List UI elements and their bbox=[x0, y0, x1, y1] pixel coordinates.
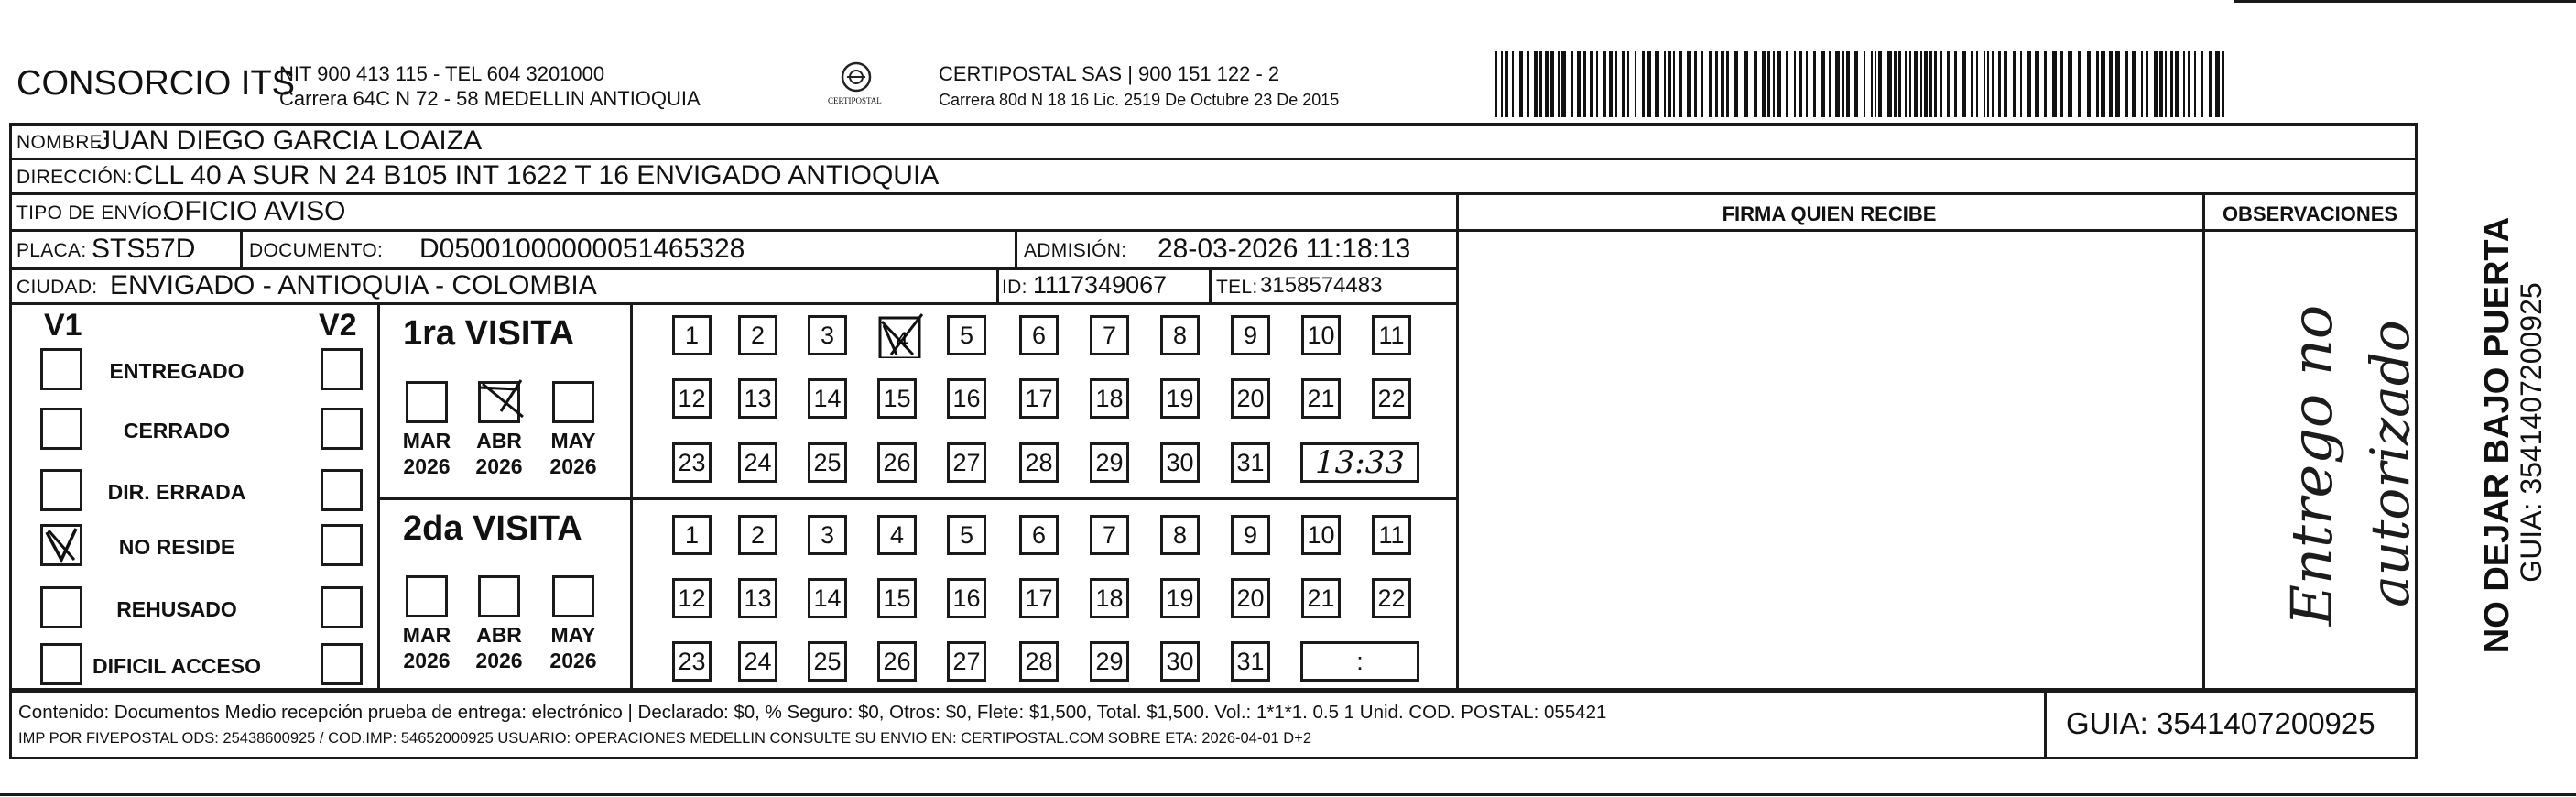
col-line bbox=[996, 267, 999, 302]
barcode-bar bbox=[1734, 51, 1738, 117]
barcode-bar bbox=[1786, 51, 1788, 117]
v1-checkbox[interactable] bbox=[40, 408, 82, 450]
row-line bbox=[9, 229, 2418, 232]
tipo-envio-label: TIPO DE ENVÍO: bbox=[16, 202, 168, 224]
tel-label: TEL: bbox=[1216, 277, 1258, 298]
first-visit-day-box[interactable]: 24 bbox=[738, 442, 777, 483]
barcode-bar bbox=[1627, 51, 1629, 117]
barcode-bar bbox=[1962, 51, 1966, 117]
second-visit-day-box[interactable]: 9 bbox=[1231, 515, 1270, 555]
barcode-bar bbox=[1864, 51, 1865, 117]
month-year: 2026 bbox=[475, 648, 523, 672]
barcode-bar bbox=[2125, 51, 2128, 117]
observations-handwriting bbox=[2202, 231, 2421, 689]
second-visit-day-box[interactable]: 29 bbox=[1090, 641, 1129, 682]
second-visit-day-box[interactable]: 8 bbox=[1160, 515, 1200, 555]
barcode-bar bbox=[2215, 51, 2220, 117]
barcode-bar bbox=[1721, 51, 1724, 117]
first-visit-day-box[interactable]: 26 bbox=[877, 442, 917, 483]
barcode-bar bbox=[1679, 51, 1682, 117]
v2-checkbox[interactable] bbox=[321, 348, 363, 390]
second-visit-day-box[interactable]: 25 bbox=[808, 641, 847, 682]
firma-label: FIRMA QUIEN RECIBE bbox=[1722, 202, 1937, 225]
second-visit-day-box[interactable]: 4 bbox=[877, 515, 917, 555]
first-visit-month-label bbox=[467, 429, 531, 479]
first-visit-day-box[interactable]: 9 bbox=[1231, 315, 1270, 355]
barcode-bar bbox=[2209, 51, 2212, 117]
barcode-bar bbox=[2194, 51, 2196, 117]
barcode-bar bbox=[1664, 51, 1666, 117]
barcode-bar bbox=[1929, 51, 1932, 117]
barcode-bar bbox=[2020, 51, 2022, 117]
first-visit-day-box[interactable]: 21 bbox=[1301, 378, 1341, 419]
second-visit-month-label bbox=[467, 623, 531, 673]
barcode-bar bbox=[2146, 51, 2148, 117]
second-visit-day-box[interactable]: 22 bbox=[1372, 578, 1411, 618]
status-option-label: DIFICIL ACCESO bbox=[92, 654, 261, 678]
barcode-bar bbox=[1615, 51, 1617, 117]
placa-value: STS57D bbox=[92, 234, 196, 264]
col-line bbox=[1209, 267, 1212, 302]
second-visit-day-box[interactable]: 30 bbox=[1160, 641, 1200, 682]
barcode-bar bbox=[2060, 51, 2063, 117]
barcode-bar bbox=[1603, 51, 1606, 117]
first-visit-day-box[interactable]: 12 bbox=[672, 378, 712, 419]
barcode-bar bbox=[1596, 51, 1598, 117]
barcode-bar bbox=[2087, 51, 2091, 117]
first-visit-day-box[interactable]: 22 bbox=[1372, 378, 1411, 419]
logo-text: CERTIPOSTAL bbox=[828, 96, 882, 105]
barcode-bar bbox=[1590, 51, 1593, 117]
first-visit-day-box[interactable]: 8 bbox=[1160, 315, 1200, 355]
first-visit-day-box[interactable]: 14 bbox=[808, 378, 847, 419]
observaciones-label: OBSERVACIONES bbox=[2222, 202, 2398, 225]
certipostal-line1: CERTIPOSTAL SAS | 900 151 122 - 2 bbox=[939, 62, 1280, 85]
barcode-bar bbox=[1871, 51, 1873, 117]
row-line bbox=[9, 757, 2418, 759]
first-visit-day-box[interactable]: 19 bbox=[1160, 378, 1200, 419]
barcode-bar bbox=[2013, 51, 2016, 117]
second-visit-day-box[interactable]: 23 bbox=[672, 641, 712, 682]
barcode-bar bbox=[1709, 51, 1712, 117]
tel-value: 3158574483 bbox=[1260, 273, 1383, 298]
month-year: 2026 bbox=[475, 453, 523, 478]
barcode-bar bbox=[1934, 51, 1937, 117]
barcode-bar bbox=[1687, 51, 1691, 117]
first-visit-month-checkbox[interactable] bbox=[478, 381, 520, 423]
barcode-bar bbox=[1920, 51, 1922, 117]
v2-checkbox[interactable] bbox=[321, 408, 363, 450]
second-visit-month-checkbox[interactable] bbox=[478, 575, 520, 617]
barcode-bar bbox=[1854, 51, 1858, 117]
second-visit-day-box[interactable]: 26 bbox=[877, 641, 917, 682]
barcode-bar bbox=[1799, 51, 1802, 117]
month-year: 2026 bbox=[549, 648, 597, 672]
status-option-label: CERRADO bbox=[123, 419, 231, 442]
first-visit-day-box[interactable]: 6 bbox=[1019, 315, 1059, 355]
v2-label: V2 bbox=[319, 308, 357, 343]
bottom-edge-line bbox=[0, 793, 2576, 796]
month-year: 2026 bbox=[549, 453, 597, 478]
barcode-bar bbox=[1806, 51, 1808, 117]
month-name: MAR bbox=[402, 429, 451, 453]
second-visit-day-box[interactable]: 7 bbox=[1090, 515, 1129, 555]
barcode-bar bbox=[1813, 51, 1816, 117]
barcode-bar bbox=[1878, 51, 1882, 117]
barcode bbox=[1495, 51, 2227, 117]
month-name: MAR bbox=[402, 623, 451, 647]
month-name: ABR bbox=[476, 623, 522, 647]
barcode-bar bbox=[1940, 51, 1942, 117]
barcode-bar bbox=[1777, 51, 1781, 117]
barcode-bar bbox=[1539, 51, 1542, 117]
barcode-bar bbox=[2159, 51, 2163, 117]
first-visit-month-label bbox=[541, 429, 605, 479]
status-option-label: REHUSADO bbox=[116, 597, 237, 621]
month-name: MAY bbox=[550, 429, 596, 453]
direccion-value: CLL 40 A SUR N 24 B105 INT 1622 T 16 ENVIGADO ANTIOQUIA bbox=[134, 160, 940, 191]
first-visit-day-box[interactable]: 15 bbox=[877, 378, 917, 419]
second-visit-day-box[interactable]: 5 bbox=[947, 515, 986, 555]
barcode-bar bbox=[1655, 51, 1659, 117]
second-visit-day-box[interactable]: 17 bbox=[1019, 578, 1059, 618]
second-visit-month-checkbox[interactable] bbox=[406, 575, 448, 617]
barcode-bar bbox=[1773, 51, 1775, 117]
company-name: CONSORCIO ITS bbox=[16, 64, 296, 103]
barcode-bar bbox=[1647, 51, 1651, 117]
col-line bbox=[377, 302, 380, 691]
id-label: ID: bbox=[1002, 277, 1027, 298]
nombre-label: NOMBRE: bbox=[16, 132, 109, 153]
barcode-bar bbox=[1527, 51, 1529, 117]
first-visit-day-box[interactable]: 1 bbox=[672, 315, 712, 355]
top-edge-line bbox=[2234, 0, 2576, 3]
col-line bbox=[1456, 192, 1459, 692]
first-visit-month-checkbox[interactable] bbox=[406, 381, 448, 423]
barcode-bar bbox=[2154, 51, 2158, 117]
first-visit-day-box[interactable]: 7 bbox=[1090, 315, 1129, 355]
certipostal-logo bbox=[824, 59, 888, 114]
barcode-bar bbox=[2068, 51, 2072, 117]
col-line bbox=[240, 229, 243, 267]
barcode-bar bbox=[1694, 51, 1697, 117]
documento-label: DOCUMENTO: bbox=[249, 240, 384, 261]
barcode-bar bbox=[2188, 51, 2190, 117]
barcode-bar bbox=[2052, 51, 2057, 117]
barcode-bar bbox=[1998, 51, 2001, 117]
barcode-bar bbox=[1821, 51, 1825, 117]
v1-checkbox[interactable] bbox=[40, 348, 82, 390]
side-guia: GUIA: 3541407200925 bbox=[2515, 282, 2548, 583]
first-visit-time-box[interactable]: 13:33 bbox=[1300, 442, 1419, 483]
first-visit-day-box[interactable]: 3 bbox=[808, 315, 847, 355]
col-line bbox=[2415, 691, 2418, 759]
month-year: 2026 bbox=[403, 453, 451, 478]
first-visit-day-box[interactable]: 31 bbox=[1231, 442, 1270, 483]
barcode-bar bbox=[1835, 51, 1840, 117]
v1-checkbox[interactable] bbox=[40, 524, 82, 566]
barcode-bar bbox=[1561, 51, 1566, 117]
first-visit-day-box[interactable]: 18 bbox=[1090, 378, 1129, 419]
barcode-bar bbox=[1754, 51, 1757, 117]
month-year: 2026 bbox=[403, 648, 451, 672]
barcode-bar bbox=[2115, 51, 2120, 117]
documento-value: D05001000000051465328 bbox=[419, 234, 745, 264]
nombre-value: JUAN DIEGO GARCIA LOAIZA bbox=[97, 126, 483, 156]
barcode-bar bbox=[1501, 51, 1503, 117]
first-visit-day-box[interactable]: 28 bbox=[1019, 442, 1059, 483]
second-visit-day-box[interactable]: 28 bbox=[1019, 641, 1059, 682]
address-line: Carrera 64C N 72 - 58 MEDELLIN ANTIOQUIA bbox=[279, 87, 701, 110]
barcode-bar bbox=[1909, 51, 1911, 117]
barcode-bar bbox=[1519, 51, 1523, 117]
barcode-bar bbox=[1898, 51, 1901, 117]
barcode-bar bbox=[1673, 51, 1675, 117]
barcode-bar bbox=[2035, 51, 2039, 117]
second-visit-day-box[interactable]: 6 bbox=[1019, 515, 1059, 555]
first-visit-day-box[interactable]: 20 bbox=[1231, 378, 1270, 419]
first-visit-day-box[interactable]: 5 bbox=[947, 315, 986, 355]
barcode-bar bbox=[1846, 51, 1850, 117]
second-visit-day-box[interactable]: 11 bbox=[1372, 515, 1411, 555]
barcode-bar bbox=[1924, 51, 1928, 117]
svg-text:4: 4 bbox=[896, 328, 908, 353]
footer-imp-line: IMP POR FIVEPOSTAL ODS: 25438600925 / COD.IMP: 54652000925 USUARIO: OPERACIONES MEDELLIN CONSULTE SU ENVIO EN: CERTIPOSTAL.COM SOBRE ETA: 2026-04-01 D+2 bbox=[18, 730, 1312, 747]
barcode-bar bbox=[2141, 51, 2143, 117]
v2-checkbox[interactable] bbox=[321, 524, 363, 566]
barcode-bar bbox=[1947, 51, 1950, 117]
first-visit-day-box[interactable]: 16 bbox=[947, 378, 986, 419]
handwriting-line1: Entrego no bbox=[2278, 304, 2345, 627]
first-visit-day-box[interactable] bbox=[877, 315, 917, 355]
footer-contenido: Contenido: Documentos Medio recepción prueba de entrega: electrónico | Declarado: $0, % Seguro: $0, Otros: $0, Flete: $1,500, Total. $1,500. Vol.: 1*1*1. 0.5 1 Unid. COD. POSTAL: 055421 bbox=[18, 702, 1607, 723]
first-visit-day-box[interactable]: 25 bbox=[808, 442, 847, 483]
second-visit-day-box[interactable]: 13 bbox=[738, 578, 777, 618]
barcode-bar bbox=[1984, 51, 1985, 117]
handwriting-line2: autorizado bbox=[2359, 320, 2421, 607]
second-visit-day-box[interactable]: 15 bbox=[877, 578, 917, 618]
col-line bbox=[9, 691, 12, 759]
barcode-bar bbox=[2201, 51, 2203, 117]
id-value: 1117349067 bbox=[1033, 271, 1168, 299]
first-visit-day-box[interactable]: 30 bbox=[1160, 442, 1200, 483]
barcode-bar bbox=[1767, 51, 1770, 117]
v2-checkbox[interactable] bbox=[321, 586, 363, 628]
first-visit-day-box[interactable]: 27 bbox=[947, 442, 986, 483]
second-visit-month-label bbox=[395, 623, 459, 673]
barcode-bar bbox=[2222, 51, 2224, 117]
first-visit-day-box[interactable]: 2 bbox=[738, 315, 777, 355]
first-visit-day-box[interactable]: 10 bbox=[1301, 315, 1341, 355]
ciudad-label: CIUDAD: bbox=[16, 277, 98, 298]
no-dejar-bajo-puerta: NO DEJAR BAJO PUERTA bbox=[2478, 216, 2516, 654]
second-visit-day-box[interactable]: 14 bbox=[808, 578, 847, 618]
barcode-bar bbox=[1571, 51, 1573, 117]
first-visit-day-box[interactable]: 29 bbox=[1090, 442, 1129, 483]
barcode-bar bbox=[1668, 51, 1671, 117]
barcode-bar bbox=[1583, 51, 1586, 117]
first-visit-day-box[interactable]: 13 bbox=[738, 378, 777, 419]
month-name: ABR bbox=[476, 429, 522, 453]
first-visit-month-label bbox=[395, 429, 459, 479]
barcode-bar bbox=[1954, 51, 1957, 117]
second-visit-day-box[interactable]: 3 bbox=[808, 515, 847, 555]
barcode-bar bbox=[2170, 51, 2173, 117]
row-line bbox=[9, 691, 2418, 693]
status-option-label: DIR. ERRADA bbox=[107, 480, 246, 504]
barcode-bar bbox=[1622, 51, 1625, 117]
barcode-bar bbox=[1495, 51, 1497, 117]
barcode-bar bbox=[1545, 51, 1549, 117]
second-visit-day-box[interactable]: 21 bbox=[1301, 578, 1341, 618]
first-visit-day-box[interactable]: 11 bbox=[1372, 315, 1411, 355]
first-visit-day-box[interactable]: 23 bbox=[672, 442, 712, 483]
barcode-bar bbox=[2078, 51, 2081, 117]
placa-label: PLACA: bbox=[16, 240, 87, 261]
admision-value: 28-03-2026 11:18:13 bbox=[1158, 234, 1411, 264]
barcode-bar bbox=[1609, 51, 1613, 117]
second-visit-day-box[interactable]: 24 bbox=[738, 641, 777, 682]
barcode-bar bbox=[2044, 51, 2047, 117]
second-visit-day-box[interactable]: 16 bbox=[947, 578, 986, 618]
barcode-bar bbox=[2027, 51, 2031, 117]
col-line bbox=[630, 302, 633, 691]
second-visit-day-box[interactable]: 1 bbox=[672, 515, 712, 555]
barcode-bar bbox=[2183, 51, 2185, 117]
barcode-bar bbox=[1534, 51, 1538, 117]
second-visit-month-label bbox=[541, 623, 605, 673]
second-visit-day-box[interactable]: 2 bbox=[738, 515, 777, 555]
barcode-bar bbox=[1894, 51, 1897, 117]
barcode-bar bbox=[1550, 51, 1554, 117]
barcode-bar bbox=[1715, 51, 1718, 117]
visit-divider bbox=[377, 497, 1456, 500]
v2-checkbox[interactable] bbox=[321, 643, 363, 685]
second-visit-day-box[interactable]: 31 bbox=[1231, 641, 1270, 682]
first-visit-day-box[interactable]: 17 bbox=[1019, 378, 1059, 419]
v1-checkbox[interactable] bbox=[40, 586, 82, 628]
first-visit-month-checkbox[interactable] bbox=[552, 381, 594, 423]
v1-checkbox[interactable] bbox=[40, 469, 82, 511]
status-option-label: ENTREGADO bbox=[109, 359, 245, 383]
barcode-bar bbox=[1914, 51, 1918, 117]
footer-guia: GUIA: 3541407200925 bbox=[2066, 706, 2375, 740]
barcode-bar bbox=[1875, 51, 1876, 117]
barcode-bar bbox=[1577, 51, 1581, 117]
barcode-bar bbox=[2096, 51, 2099, 117]
col-line bbox=[2044, 691, 2047, 757]
row-line bbox=[9, 192, 2418, 195]
barcode-bar bbox=[1505, 51, 1508, 117]
barcode-bar bbox=[2109, 51, 2113, 117]
second-visit-day-box[interactable]: 10 bbox=[1301, 515, 1341, 555]
nit-line: NIT 900 413 115 - TEL 604 3201000 bbox=[279, 62, 605, 85]
status-option-label: NO RESIDE bbox=[118, 535, 235, 559]
barcode-bar bbox=[1829, 51, 1831, 117]
barcode-bar bbox=[2101, 51, 2105, 117]
barcode-bar bbox=[1701, 51, 1703, 117]
admision-label: ADMISIÓN: bbox=[1024, 240, 1127, 261]
barcode-bar bbox=[1635, 51, 1636, 117]
second-visit-day-box[interactable]: 20 bbox=[1231, 578, 1270, 618]
second-visit-day-box[interactable]: 18 bbox=[1090, 578, 1129, 618]
v1-label: V1 bbox=[44, 308, 82, 343]
first-visit-title: 1ra VISITA bbox=[403, 314, 575, 353]
barcode-bar bbox=[1512, 51, 1514, 117]
barcode-bar bbox=[1794, 51, 1796, 117]
barcode-bar bbox=[2165, 51, 2167, 117]
barcode-bar bbox=[1726, 51, 1729, 117]
barcode-bar bbox=[1992, 51, 1994, 117]
barcode-bar bbox=[1987, 51, 1989, 117]
second-visit-day-box[interactable]: 27 bbox=[947, 641, 986, 682]
barcode-bar bbox=[1558, 51, 1560, 117]
barcode-bar bbox=[1887, 51, 1892, 117]
barcode-bar bbox=[2004, 51, 2007, 117]
barcode-bar bbox=[1642, 51, 1645, 117]
barcode-bar bbox=[1762, 51, 1766, 117]
barcode-bar bbox=[1905, 51, 1907, 117]
month-name: MAY bbox=[550, 623, 596, 647]
second-visit-month-checkbox[interactable] bbox=[552, 575, 594, 617]
tipo-envio-value: OFICIO AVISO bbox=[163, 196, 346, 226]
col-line bbox=[1015, 229, 1017, 267]
barcode-bar bbox=[2132, 51, 2136, 117]
barcode-bar bbox=[2175, 51, 2179, 117]
barcode-bar bbox=[1744, 51, 1748, 117]
second-visit-day-box[interactable]: 19 bbox=[1160, 578, 1200, 618]
row-line bbox=[9, 302, 1456, 305]
barcode-bar bbox=[1842, 51, 1844, 117]
ciudad-value: ENVIGADO - ANTIOQUIA - COLOMBIA bbox=[110, 270, 597, 300]
second-visit-day-box[interactable]: 12 bbox=[672, 578, 712, 618]
barcode-bar bbox=[1976, 51, 1978, 117]
second-visit-title: 2da VISITA bbox=[403, 509, 582, 548]
second-visit-time-box[interactable]: : bbox=[1300, 641, 1419, 682]
v1-checkbox[interactable] bbox=[40, 643, 82, 685]
v2-checkbox[interactable] bbox=[321, 469, 363, 511]
certipostal-line2: Carrera 80d N 18 16 Lic. 2519 De Octubre 23 De 2015 bbox=[939, 91, 1340, 109]
direccion-label: DIRECCIÓN: bbox=[16, 167, 133, 188]
barcode-bar bbox=[1971, 51, 1973, 117]
